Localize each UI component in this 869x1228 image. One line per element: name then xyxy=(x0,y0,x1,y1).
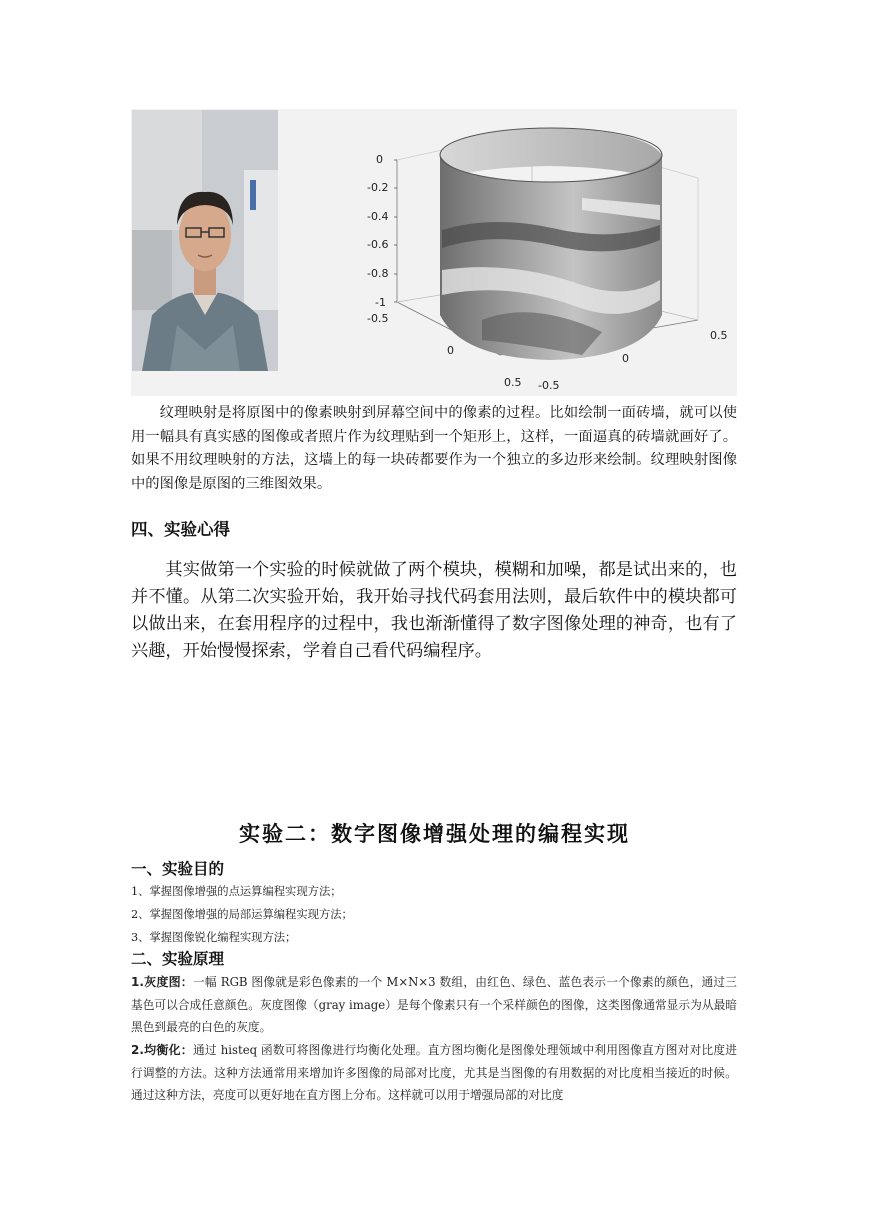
y-tick-1: 0 xyxy=(622,352,629,365)
z-tick-5: -1 xyxy=(375,296,386,309)
section4-heading: 四、实验心得 xyxy=(131,520,230,539)
z-tick-1: -0.2 xyxy=(367,181,389,194)
purpose-heading: 一、实验目的 xyxy=(131,860,225,878)
purpose-item: 1、掌握图像增强的点运算编程实现方法； xyxy=(131,885,342,898)
gray-principle-paragraph xyxy=(131,971,737,1039)
texture-3d-plot xyxy=(282,110,737,396)
purpose-item: 3、掌握图像锐化编程实现方法； xyxy=(131,931,297,944)
principle-heading: 二、实验原理 xyxy=(131,950,225,968)
z-tick-4: -0.8 xyxy=(367,267,389,280)
z-tick-3: -0.6 xyxy=(367,238,389,251)
x-tick-0: -0.5 xyxy=(367,312,389,325)
texture-paragraph: 纹理映射是将原图中的像素映射到屏幕空间中的像素的过程。比如绘制一面砖墙，就可以使用一幅具有真实感的图像或者照片作为纹理贴到一个矩形上，这样，一面逼真的砖墙就画好了。如果不用纹理映射的方法，这墙上的每一块砖都要作为一个独立的多边形来绘制。纹理映射图像中的图像是原图的三维图效果。 xyxy=(131,405,737,492)
purpose-item: 2、掌握图像增强的局部运算编程实现方法； xyxy=(131,908,353,921)
y-tick-2: -0.5 xyxy=(538,379,560,392)
hist-principle-text: 通过 histeq 函数可将图像进行均衡化处理。直方图均衡化是图像处理领域中利用图像直方图对对比度进行调整的方法。这种方法通常用来增加许多图像的局部对比度，尤其是当图像的有用数据的对比度相当接近的时候。通过这种方法，亮度可以更好地在直方图上分布。这样就可以用于增强局部的对比度 xyxy=(131,1043,737,1103)
hist-principle-paragraph xyxy=(131,1039,737,1107)
gray-principle-label: 1.灰度图： xyxy=(131,975,194,989)
hist-principle-label: 2.均衡化： xyxy=(131,1043,193,1057)
y-tick-0: 0.5 xyxy=(710,329,728,342)
z-tick-2: -0.4 xyxy=(367,210,389,223)
z-tick-0: 0 xyxy=(376,153,383,166)
portrait-photo xyxy=(132,110,278,371)
gray-principle-text: 一幅 RGB 图像就是彩色像素的一个 M×N×3 数组，由红色、绿色、蓝色表示一个像素的颜色，通过三基色可以合成任意颜色。灰度图像（gray image）是每个像素只有一个采样颜色的图像，这类图像通常显示为从最暗黑色到最亮的白色的灰度。 xyxy=(131,975,737,1035)
x-tick-2: 0.5 xyxy=(504,376,522,389)
x-tick-1: 0 xyxy=(447,344,454,357)
experiment2-title: 实验二：数字图像增强处理的编程实现 xyxy=(239,821,630,846)
section4-paragraph: 其实做第一个实验的时候就做了两个模块，模糊和加噪，都是试出来的，也并不懂。从第二次实验开始，我开始寻找代码套用法则，最后软件中的模块都可以做出来，在套用程序的过程中，我也渐渐懂得了数字图像处理的神奇，也有了兴趣，开始慢慢探索，学着自己看代码编程序。 xyxy=(131,560,737,661)
